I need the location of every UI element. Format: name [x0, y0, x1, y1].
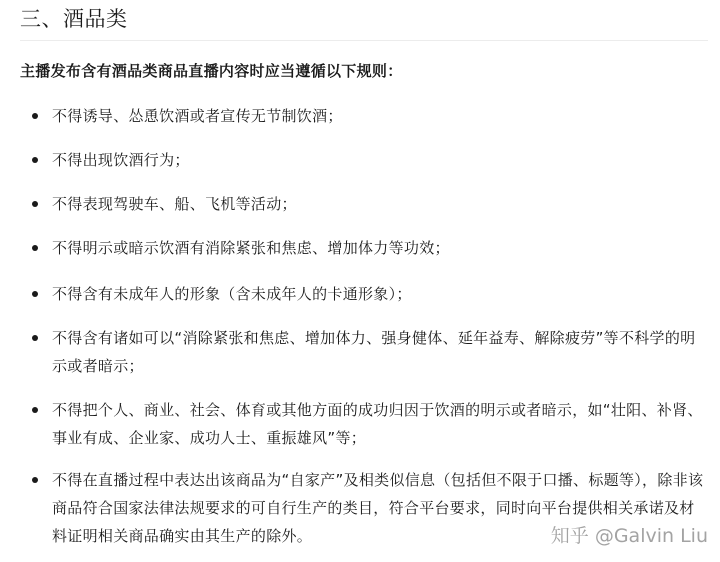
bullet-icon: [32, 407, 38, 413]
bullet-icon: [32, 113, 38, 119]
watermark-text: 知乎 @Galvin Liu: [550, 525, 708, 547]
list-item-text: 不得诱导、怂恿饮酒或者宣传无节制饮酒；: [52, 107, 343, 125]
list-item-text: 不得在直播过程中表达出该商品为“自家产”及相类似信息（包括但不限于口播、标题等），除非该商品符合国家法律法规要求的可自行生产的类目，符合平台要求，同时向平台提供相关承诺及材料证明相关商品确实由其生产的除外。: [52, 471, 704, 545]
list-item-text: 不得含有诸如可以“消除紧张和焦虑、增加体力、强身健体、延年益寿、解除疲劳”等不科学的明示或者暗示；: [52, 329, 696, 375]
list-item: [52, 102, 708, 130]
intro-paragraph: 主播发布含有酒品类商品直播内容时应当遵循以下规则：: [20, 62, 403, 80]
bullet-icon: [32, 201, 38, 207]
heading-divider: [20, 40, 708, 41]
section-heading: 三、酒品类: [20, 7, 128, 31]
watermark: [551, 521, 708, 548]
bullet-icon: [32, 477, 38, 483]
list-item: [52, 396, 708, 452]
list-item: [52, 324, 708, 380]
bullet-icon: [32, 291, 38, 297]
bullet-icon: [32, 157, 38, 163]
list-item: [52, 280, 708, 308]
list-item-text: 不得明示或暗示饮酒有消除紧张和焦虑、增加体力等功效；: [52, 239, 450, 257]
list-item: [52, 190, 708, 218]
bullet-icon: [32, 245, 38, 251]
list-item-text: 不得出现饮酒行为；: [52, 151, 190, 169]
bullet-icon: [32, 335, 38, 341]
list-item-text: 不得表现驾驶车、船、飞机等活动；: [52, 195, 297, 213]
list-item-text: 不得含有未成年人的形象（含未成年人的卡通形象）；: [52, 285, 412, 303]
list-item: [52, 234, 708, 262]
list-item-text: 不得把个人、商业、社会、体育或其他方面的成功归因于饮酒的明示或者暗示，如“壮阳、补肾、事业有成、企业家、成功人士、重振雄风”等；: [52, 401, 703, 447]
list-item: [52, 146, 708, 174]
